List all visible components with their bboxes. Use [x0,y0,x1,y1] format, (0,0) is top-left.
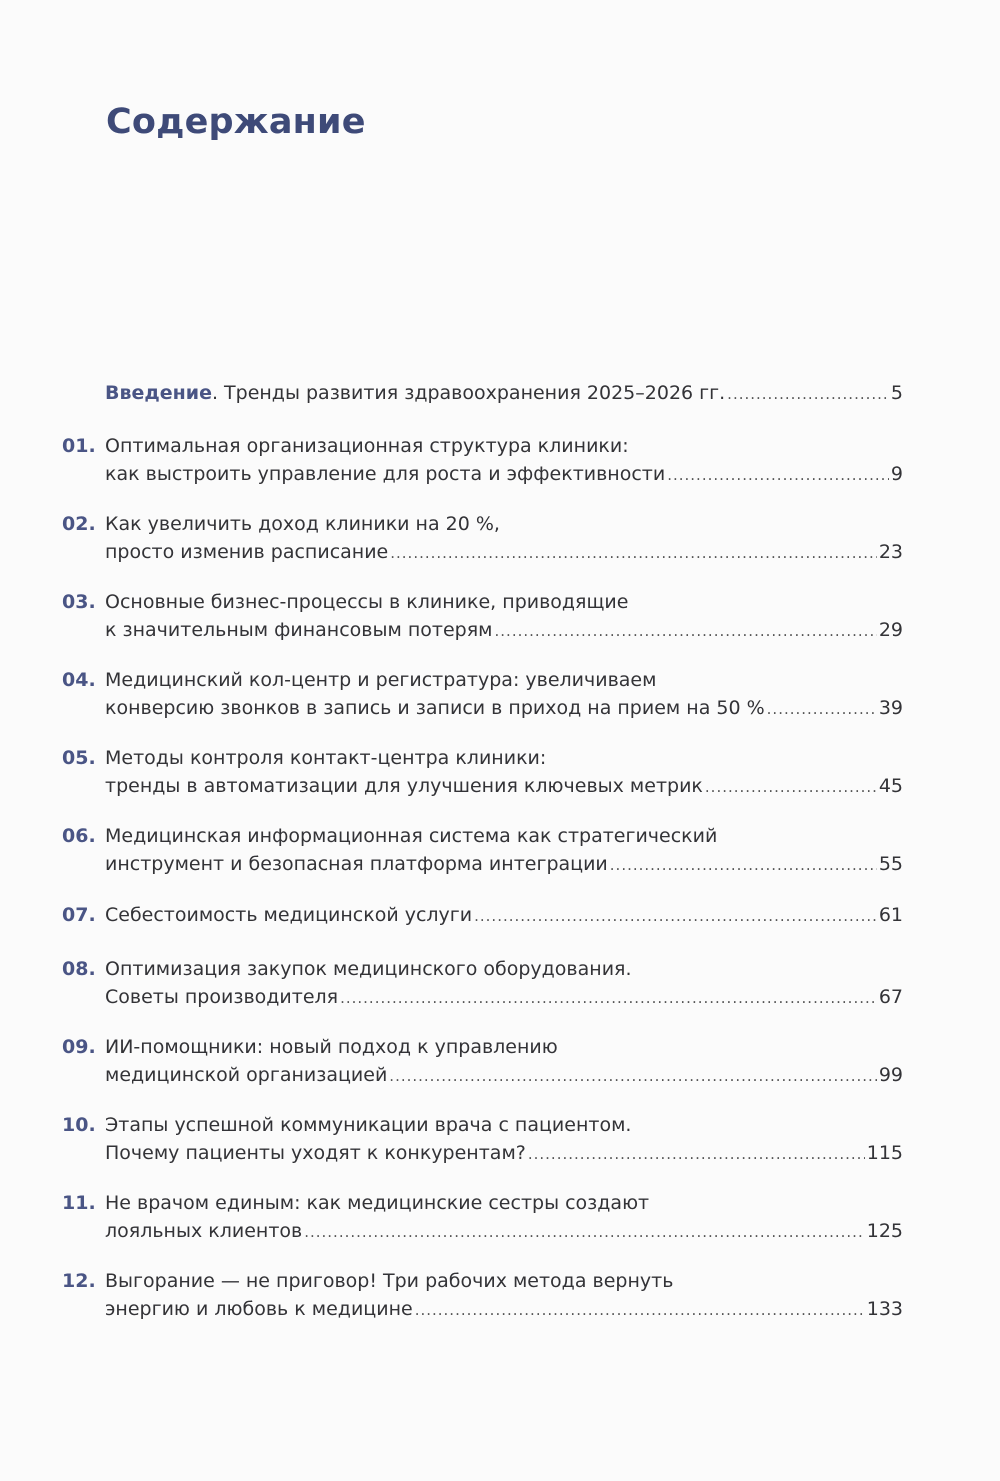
chapter-title-line-1: Не врачом единым: как медицинские сестры создают [105,1192,650,1214]
dot-leader [304,1218,865,1246]
page-number: 61 [878,904,903,926]
chapter-title-line-1: Как увеличить доход клиники на 20 %, [105,513,500,535]
dot-leader [474,902,877,930]
chapter-title-line-1: Методы контроля контакт-центра клиники: [105,747,547,769]
dot-leader [390,539,877,567]
chapter-title-line-2: просто изменив расписание [105,541,389,563]
toc-entry-line [105,538,903,567]
chapter-title-line-2: как выстроить управление для роста и эффективности [105,463,666,485]
toc-entry-text [105,1189,903,1246]
page-number: 39 [878,697,903,719]
chapter-title: Себестоимость медицинской услуги [105,904,473,926]
chapter-title-line-2: энергию и любовь к медицине [105,1298,413,1320]
chapter-title-line-1: Оптимальная организационная структура клиники: [105,435,629,457]
chapter-number: 03. [62,591,96,613]
dot-leader [610,851,877,879]
page-number: 133 [866,1298,903,1320]
toc-entry-text [105,510,903,567]
chapter-title-line-1: Основные бизнес-процессы в клинике, приводящие [105,591,629,613]
chapter-title-line-2: лояльных клиентов [105,1220,303,1242]
dot-leader [528,1140,865,1168]
toc-entry-text [105,744,903,801]
page-number: 23 [878,541,903,563]
chapter-title-line-2: медицинской организацией [105,1064,388,1086]
chapter-number: 12. [62,1270,96,1292]
chapter-title-line-1: Оптимизация закупок медицинского оборудования. [105,958,632,980]
toc-entry-line [105,901,903,930]
page-number: 115 [866,1142,903,1164]
toc-entry-line [105,460,903,489]
chapter-number: 06. [62,825,96,847]
toc-entry-line [105,1061,903,1090]
page-number: 67 [878,986,903,1008]
toc-entry-text [105,1111,903,1168]
page-number: 125 [866,1220,903,1242]
toc-entry-text [105,588,903,645]
chapter-number: 07. [62,904,96,926]
chapter-title-line-1: Этапы успешной коммуникации врача с пациентом. [105,1114,632,1136]
chapter-title-line-2: Почему пациенты уходят к конкурентам? [105,1142,526,1164]
chapter-number: 04. [62,669,96,691]
chapter-title-line-2: инструмент и безопасная платформа интеграции [105,853,608,875]
toc-entry-text [105,901,903,930]
dot-leader [727,380,889,408]
chapter-title-line-1: Медицинская информационная система как стратегический [105,825,718,847]
chapter-number: 09. [62,1036,96,1058]
toc-entry-text [105,1033,903,1090]
dot-leader [340,984,877,1012]
toc-entry-text [105,822,903,879]
dot-leader [767,695,877,723]
toc-entry-line [105,983,903,1012]
page-number: 9 [890,463,903,485]
page-number: 5 [890,382,903,404]
page-number: 55 [878,853,903,875]
intro-lead: Введение [105,382,212,404]
chapter-number: 10. [62,1114,96,1136]
chapter-title-line-2: конверсию звонков в запись и записи в приход на прием на 50 % [105,697,765,719]
toc-entry-line [105,1217,903,1246]
toc-entry-line [105,1295,903,1324]
toc-entry-text [105,666,903,723]
dot-leader [667,461,889,489]
toc-entry-text [105,1267,903,1324]
chapter-number: 11. [62,1192,96,1214]
chapter-number: 02. [62,513,96,535]
toc-entry-line [105,850,903,879]
toc-entry-text [105,955,903,1012]
toc-entry-line [105,694,903,723]
chapter-number: 01. [62,435,96,457]
toc-entry-text [105,379,903,408]
chapter-title-line-2: тренды в автоматизации для улучшения ключевых метрик [105,775,703,797]
intro-title: . Тренды развития здравоохранения 2025–2026 гг. [211,382,726,404]
chapter-title-line-1: Выгорание — не приговор! Три рабочих метода вернуть [105,1270,674,1292]
chapter-title-line-1: ИИ-помощники: новый подход к управлению [105,1036,558,1058]
dot-leader [705,773,877,801]
toc-entry-text [105,432,903,489]
chapter-title-line-2: к значительным финансовым потерям [105,619,493,641]
page-number: 45 [878,775,903,797]
dot-leader [415,1296,865,1324]
page-number: 99 [878,1064,903,1086]
dot-leader [495,617,877,645]
chapter-number: 08. [62,958,96,980]
toc-entry-line [105,1139,903,1168]
chapter-number: 05. [62,747,96,769]
dot-leader [389,1062,877,1090]
page-title: Содержание [106,102,366,142]
chapter-title-line-2: Советы производителя [105,986,339,1008]
page-number: 29 [878,619,903,641]
chapter-title-line-1: Медицинский кол-центр и регистратура: увеличиваем [105,669,657,691]
toc-entry-line [105,772,903,801]
toc-entry-line [105,616,903,645]
toc-entry-line [105,379,903,408]
